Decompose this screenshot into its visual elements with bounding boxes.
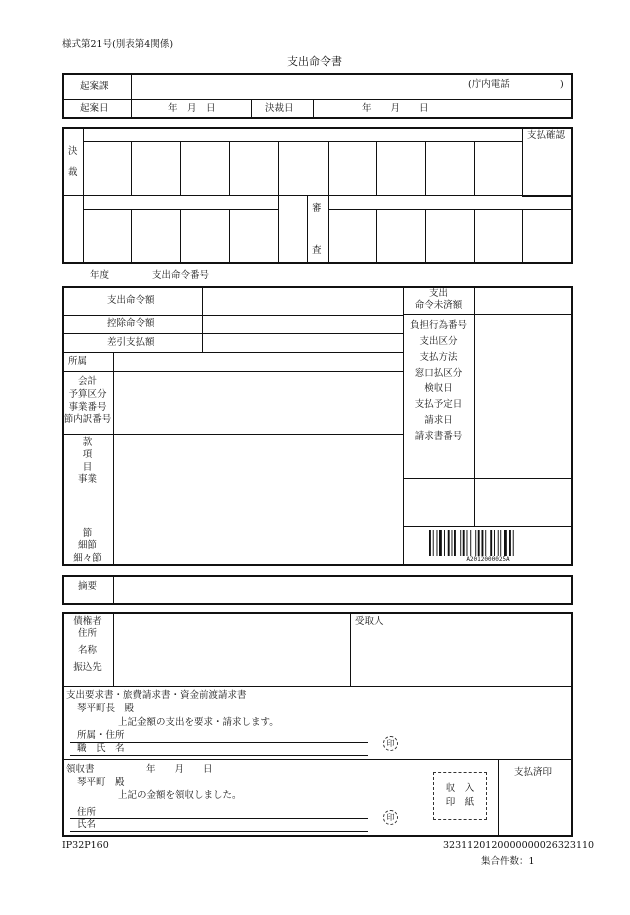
section-line: 節 — [82, 528, 93, 539]
right-label: 支出区分 — [419, 335, 458, 347]
request-affiliation-address: 所属・住所 — [77, 730, 125, 741]
right-label-stack — [403, 318, 474, 445]
revenue-stamp-line-2: 印 紙 — [445, 797, 475, 808]
receipt-seal: 印 — [383, 810, 398, 825]
recipient-label: 受取人 — [355, 616, 384, 627]
account-line: 事業番号 — [68, 401, 107, 413]
right-label: 請求日 — [424, 415, 453, 427]
item-line: 項 — [82, 449, 93, 461]
decision-date-label: 決裁日 — [265, 103, 294, 114]
receipt-name-label: 氏名 — [77, 819, 97, 830]
receipt-address-label: 住所 — [77, 807, 97, 818]
request-seal: 印 — [383, 736, 398, 751]
revenue-stamp-box — [433, 772, 487, 820]
form-number: 様式第21号(別表第4関係) — [62, 39, 174, 50]
form-code: IP32P160 — [62, 840, 109, 851]
receipt-date-fields: 年 月 日 — [146, 764, 213, 775]
right-label: 支払予定日 — [414, 399, 463, 411]
item-line: 目 — [82, 461, 93, 473]
item-line: 款 — [82, 437, 93, 448]
item-label-stack — [62, 437, 113, 486]
right-label: 窓口払区分 — [414, 367, 463, 379]
right-label: 請求書番号 — [414, 431, 463, 443]
fiscal-year-label: 年度 — [90, 270, 110, 281]
set-count: 集合件数：1 — [481, 856, 535, 867]
page-title: 支出命令書 — [287, 55, 342, 68]
order-amount-label: 支出命令額 — [107, 295, 155, 306]
net-payment-label: 差引支払額 — [107, 337, 155, 348]
order-number-label: 支出命令番号 — [152, 270, 210, 281]
address-label: 住所 — [77, 628, 97, 640]
account-line: 節内訳番号 — [63, 414, 112, 426]
department-label: 起案課 — [80, 81, 109, 92]
request-addressee: 琴平町長 殿 — [77, 703, 135, 714]
paid-stamp-label: 支払済印 — [514, 767, 553, 778]
right-label: 負担行為番号 — [409, 320, 467, 331]
transfer-label: 振込先 — [73, 662, 102, 673]
account-line: 会計 — [77, 376, 97, 387]
payment-confirm-label: 支払確認 — [527, 130, 566, 141]
request-heading: 支出要求書・旅費請求書・資金前渡請求書 — [66, 690, 247, 701]
name-label: 名称 — [77, 645, 97, 656]
unpaid-line: 支出 — [428, 288, 448, 299]
phone-close: ) — [560, 79, 564, 90]
summary-label: 摘要 — [78, 581, 98, 592]
account-line: 予算区分 — [68, 388, 107, 400]
section-line: 細節 — [77, 540, 97, 552]
shinsa-label-1: 審 — [312, 203, 322, 214]
creditor-label: 債権者 — [73, 616, 102, 627]
receipt-heading: 領収書 — [66, 764, 95, 775]
right-label: 検収日 — [424, 383, 453, 395]
request-job-name: 職 氏 名 — [77, 743, 125, 754]
deduction-amount-label: 控除命令額 — [107, 318, 155, 329]
account-label-stack — [62, 376, 113, 427]
receipt-statement: 上記の金額を領収しました。 — [118, 790, 242, 801]
barcode-text: A2012000025A — [466, 556, 510, 563]
unpaid-label-stack — [403, 288, 474, 312]
item-line: 事業 — [77, 474, 97, 486]
revenue-stamp-line-1: 収 入 — [445, 783, 475, 794]
shinsa-label-2: 査 — [312, 245, 322, 256]
kessai-label-2: 裁 — [68, 167, 78, 178]
receipt-addressee: 琴平町 殿 — [77, 777, 125, 788]
document-number: 32311201200000000263231​10 — [443, 840, 595, 851]
section-label-stack — [62, 528, 113, 565]
draft-date-label: 起案日 — [80, 103, 109, 114]
draft-date-fields: 年 月 日 — [168, 103, 216, 114]
section-line: 細々節 — [73, 552, 102, 564]
unpaid-line: 命令未済額 — [414, 299, 463, 311]
phone-label: (庁内電話 — [468, 79, 510, 90]
right-label: 支払方法 — [419, 351, 458, 363]
summary-block — [62, 575, 573, 605]
creditor-label-stack — [62, 616, 113, 640]
request-statement: 上記金額の支出を要求・請求します。 — [118, 717, 279, 728]
kessai-label-1: 決 — [68, 146, 78, 157]
decision-date-fields: 年 月 日 — [362, 103, 429, 114]
affiliation-label: 所属 — [68, 356, 88, 367]
